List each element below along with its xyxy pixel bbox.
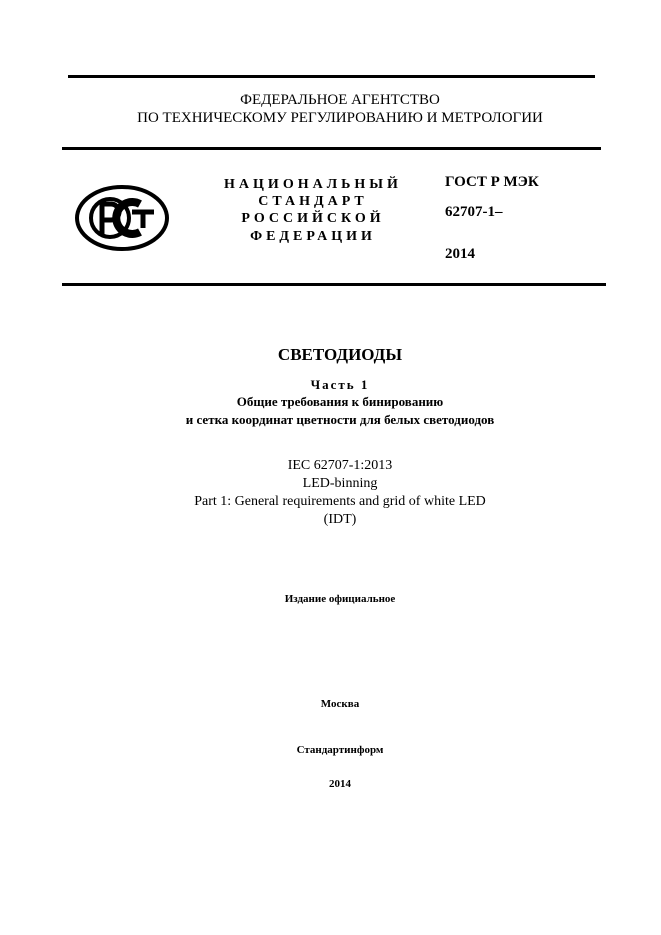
idt-label: (IDT) xyxy=(323,512,357,527)
header-rule xyxy=(62,147,601,150)
section-rule xyxy=(62,283,606,286)
iec-number: IEC 62707-1:2013 xyxy=(287,458,393,473)
national-standard-line: СТАНДАРТ xyxy=(258,194,368,209)
agency-line-2: ПО ТЕХНИЧЕСКОМУ РЕГУЛИРОВАНИЮ И МЕТРОЛОГИИ xyxy=(137,110,543,126)
gost-label: ГОСТ Р МЭК xyxy=(445,174,539,190)
agency-line-1: ФЕДЕРАЛЬНОЕ АГЕНТСТВО xyxy=(240,92,440,108)
part-label: Часть 1 xyxy=(310,377,370,392)
rst-logo xyxy=(74,184,170,252)
publisher-label: Стандартинформ xyxy=(296,744,384,756)
document-title: СВЕТОДИОДЫ xyxy=(277,345,403,364)
iec-title: LED-binning xyxy=(302,476,378,491)
edition-label: Издание официальное xyxy=(284,593,396,605)
gost-number: 62707-1– xyxy=(445,204,503,220)
top-rule xyxy=(68,75,595,78)
national-standard-line: НАЦИОНАЛЬНЫЙ xyxy=(224,177,402,192)
footer-year: 2014 xyxy=(329,778,351,790)
subtitle-line-1: Общие требования к бинированию xyxy=(236,394,444,409)
national-standard-line: РОССИЙСКОЙ xyxy=(241,211,385,226)
subtitle-line-2: и сетка координат цветности для белых светодиодов xyxy=(185,412,495,427)
city-label: Москва xyxy=(320,698,360,710)
national-standard-line: ФЕДЕРАЦИИ xyxy=(250,229,376,244)
gost-year: 2014 xyxy=(445,246,475,262)
iec-part: Part 1: General requirements and grid of white LED xyxy=(194,494,486,509)
